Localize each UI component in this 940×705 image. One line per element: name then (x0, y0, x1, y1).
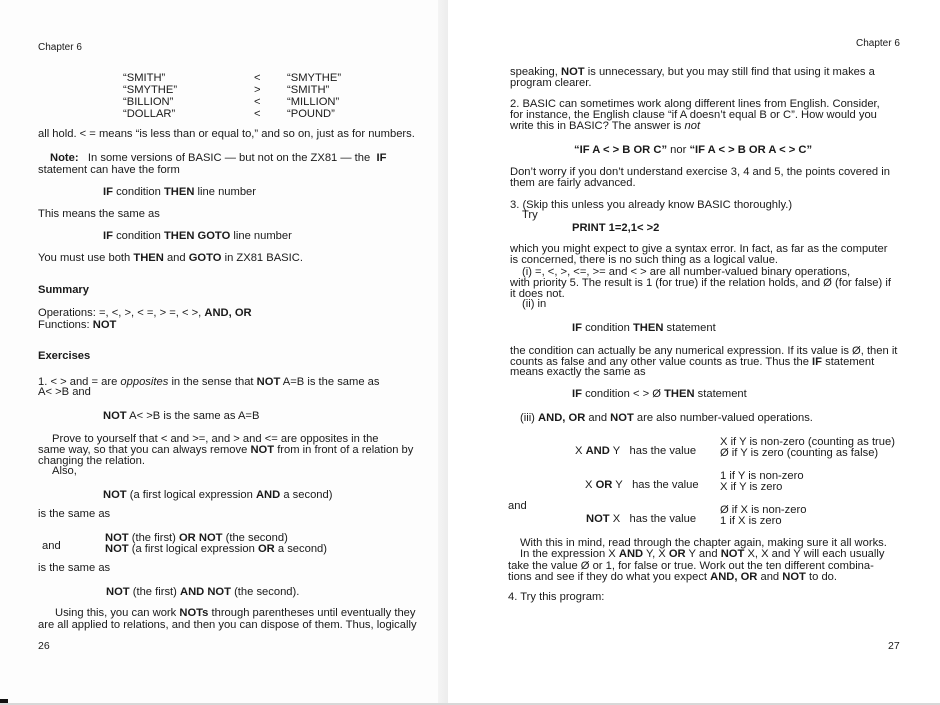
keyword-not: NOT (92, 319, 117, 331)
keyword-and: AND (618, 548, 644, 560)
point-i-line-1: (i) =, <, >, <=, >= and < > are all number-valued binary operations, (522, 266, 851, 278)
cmp-op: < (254, 96, 261, 108)
text: (a first logical expression (129, 489, 253, 501)
keyword-nots: NOTs (179, 607, 209, 619)
has-value: has the value (629, 445, 697, 457)
dont-worry-line-2: them are fairly advanced. (510, 177, 636, 189)
point-i-line-3: it does not. (510, 288, 565, 300)
keyword-not: NOT (256, 376, 281, 388)
text: condition < > Ø (585, 388, 661, 400)
logic-line-3 (105, 543, 327, 555)
keyword-and-not: AND NOT (179, 586, 231, 598)
exercise-3-line-1: 3. (Skip this unless you already know BASIC thoroughly.) (510, 199, 793, 211)
text: Y (615, 479, 623, 491)
keyword-not: NOT (105, 543, 129, 555)
is-same-text: is the same as (38, 508, 111, 520)
keywords-and-or: AND, OR (538, 412, 586, 424)
italic-opposites: opposites (120, 376, 169, 388)
using-line-1 (55, 607, 415, 619)
text: are also number-valued operations. (636, 412, 813, 424)
text: condition (585, 322, 630, 334)
text: through parentheses until eventually they (211, 607, 416, 619)
chapter-header-right: Chapter 6 (856, 38, 900, 49)
text: A< >B is the same as A=B (129, 410, 260, 422)
text: X (585, 479, 593, 491)
text: A=B is the same as (282, 376, 380, 388)
text: from in front of a relation by (277, 444, 414, 456)
exercise-2-line-2: for instance, the English clause “if A doesn’t equal B or C”. How would you (510, 109, 877, 121)
keyword-and: AND (585, 445, 610, 457)
print-statement (572, 222, 659, 234)
text: write this in BASIC? The answer is (510, 120, 682, 132)
form-if-not-zero (572, 388, 747, 400)
text: and (760, 571, 780, 583)
text: Y, X (646, 548, 666, 560)
keyword-not: NOT (610, 412, 634, 424)
right-page (448, 0, 940, 705)
text: and (588, 412, 608, 424)
point-ii: (ii) in (522, 298, 547, 310)
text: X (575, 445, 583, 457)
keyword-if: IF (376, 152, 387, 164)
summary-heading: Summary (38, 284, 89, 296)
with-line-3: take the value Ø or 1, for false or true. Work out the ten different combina- (508, 560, 874, 572)
keyword-or-not: OR NOT (178, 532, 223, 544)
is-same-text: is the same as (38, 562, 111, 574)
value-line: 1 if Y is non-zero (720, 470, 804, 482)
exercise-4: 4. Try this program: (508, 591, 605, 603)
keyword-then: THEN (632, 322, 664, 334)
keyword-not: NOT (105, 532, 129, 544)
functions-line (38, 319, 116, 331)
keyword-goto: GOTO (188, 252, 222, 264)
text: (the first) (131, 532, 176, 544)
keyword-and: AND (255, 489, 281, 501)
keywords-and-or: AND, OR (204, 307, 252, 319)
keyword-not: NOT (586, 513, 610, 525)
logic-line-1 (103, 489, 332, 501)
keyword-print: PRINT (572, 222, 606, 234)
note-label: Note: (50, 152, 79, 164)
keywords-and-or: AND, OR (710, 571, 758, 583)
which-line-1: which you might expect to give a syntax error. In fact, as far as the computer (510, 243, 888, 255)
has-value: has the value (632, 479, 699, 491)
text: In the expression X (520, 548, 616, 560)
and-text: and (508, 500, 527, 512)
note-text: In some versions of BASIC — but not on the ZX81 — the (87, 152, 371, 164)
keyword-not: NOT (103, 489, 127, 501)
text: Y (612, 445, 621, 457)
keyword-not: NOT (782, 571, 806, 583)
text: 1. < > and = are (38, 376, 118, 388)
with-line-2 (520, 548, 884, 560)
text: Operations: =, <, >, < =, > =, < >, (38, 307, 202, 319)
using-line-2: are all applied to relations, and then you can dispose of them. Thus, logically (38, 619, 417, 631)
keyword-not: NOT (250, 444, 275, 456)
cmp-op: > (254, 84, 261, 96)
text: statement (697, 388, 747, 400)
form-text: condition (116, 186, 161, 198)
with-line-1: With this in mind, read through the chapter again, making sure it all works. (520, 537, 887, 549)
exercise-3-try: Try (522, 209, 538, 221)
keyword-if: IF (812, 356, 822, 368)
op-not-x (586, 513, 696, 525)
text: (the second) (225, 532, 288, 544)
keyword-or: OR (595, 479, 613, 491)
must-use-line (38, 252, 303, 264)
text: in the sense that (171, 376, 254, 388)
form-if-then (103, 186, 256, 198)
code-if-a: “IF A < > B OR C” (574, 144, 668, 156)
text: Y and (688, 548, 718, 560)
dont-worry-line-1: Don’t worry if you don’t understand exercise 3, 4 and 5, the points covered in (510, 166, 890, 178)
cmp-a: “SMYTHE” (123, 84, 178, 96)
keyword-not: NOT (561, 66, 585, 78)
cond-line-3: means exactly the same as (510, 366, 646, 378)
keyword-then: THEN (664, 388, 695, 400)
also-text: Also, (52, 465, 77, 477)
exercise-1-line-2: A< >B and (38, 386, 91, 398)
cmp-a: “BILLION” (123, 96, 174, 108)
cmp-op: < (254, 72, 261, 84)
all-hold-text: all hold. < = means “is less than or equal to,” and so on, just as for numbers. (38, 128, 415, 140)
means-same-text: This means the same as (38, 208, 160, 220)
text: Functions: (38, 319, 90, 331)
form-if-then-statement (572, 322, 716, 334)
value-line: 1 if X is zero (720, 515, 782, 527)
form-text: line number (197, 186, 257, 198)
with-line-4 (508, 571, 837, 583)
text: in ZX81 BASIC. (224, 252, 303, 264)
value-line: Ø if Y is zero (counting as false) (720, 447, 879, 459)
text: is unnecessary, but you may still find that using it makes a (587, 66, 875, 78)
keyword-or: OR (257, 543, 275, 555)
and-text: and (42, 540, 61, 552)
prove-line-1: Prove to yourself that < and >=, and > and <= are opposites in the (52, 433, 379, 445)
keyword-if: IF (103, 230, 113, 242)
value-line: X if Y is non-zero (counting as true) (720, 436, 895, 448)
text: a second) (283, 489, 333, 501)
text: and (166, 252, 186, 264)
text: statement (666, 322, 716, 334)
text: same way, so that you can always remove (38, 444, 248, 456)
logic-line-4 (106, 586, 299, 598)
text: speaking, (510, 66, 558, 78)
text: nor (670, 144, 687, 156)
text: (the first) (132, 586, 177, 598)
keyword-not: NOT (720, 548, 745, 560)
left-page (0, 0, 448, 705)
text: counts as false and any other value counts as true. Thus the (510, 356, 809, 368)
keyword-if: IF (572, 322, 582, 334)
keyword-then: THEN (133, 252, 164, 264)
exercise-2-line-1: 2. BASIC can sometimes work along different lines from English. Consider, (510, 98, 880, 110)
keyword-then-goto: THEN GOTO (163, 230, 231, 242)
text: X (612, 513, 621, 525)
cmp-b: “MILLION” (287, 96, 340, 108)
exercise-2-line-3 (510, 120, 700, 132)
prove-line-3: changing the relation. (38, 455, 145, 467)
text: (a first logical expression (131, 543, 255, 555)
note-text-2: statement can have the form (38, 164, 180, 176)
text: (the second). (234, 586, 300, 598)
chapter-header-left: Chapter 6 (38, 42, 82, 53)
text: You must use both (38, 252, 131, 264)
point-iii (520, 412, 813, 424)
note-line (50, 152, 386, 164)
keyword-then: THEN (163, 186, 195, 198)
text: to do. (809, 571, 837, 583)
keyword-not: NOT (103, 410, 127, 422)
op-x-or-y (585, 479, 699, 491)
speaking-line-2: program clearer. (510, 77, 592, 89)
text: (iii) (520, 412, 535, 424)
cmp-a: “SMITH” (123, 72, 166, 84)
form-text: line number (233, 230, 292, 242)
exercise-2-answer (574, 144, 812, 156)
text: X, X and Y will each usually (747, 548, 885, 560)
point-i-line-2: with priority 5. The result is 1 (for true) if the relation holds, and Ø (for false) if (510, 277, 891, 289)
cmp-op: < (254, 108, 261, 120)
exercises-heading: Exercises (38, 350, 91, 362)
keyword-if: IF (103, 186, 113, 198)
page-number-left: 26 (38, 640, 50, 652)
keyword-or: OR (668, 548, 686, 560)
op-x-and-y (575, 445, 696, 457)
form-text: condition (116, 230, 161, 242)
cmp-a: “DOLLAR” (123, 108, 176, 120)
text: tions and see if they do what you expect (508, 571, 708, 583)
cmp-b: “SMITH” (287, 84, 330, 96)
form-if-then-goto (103, 230, 292, 242)
page-number-right: 27 (888, 640, 900, 652)
value-line: Ø if X is non-zero (720, 504, 807, 516)
has-value: has the value (629, 513, 697, 525)
not-equivalence (103, 410, 259, 422)
text: Using this, you can work (55, 607, 177, 619)
cmp-b: “SMYTHE” (287, 72, 342, 84)
value-line: X if Y is zero (720, 481, 783, 493)
text: statement (825, 356, 875, 368)
keyword-if: IF (572, 388, 582, 400)
operations-line (38, 307, 252, 319)
print-code: 1=2,1< >2 (608, 222, 660, 234)
cmp-b: “POUND” (287, 108, 335, 120)
code-if-b: “IF A < > B OR A < > C” (689, 144, 813, 156)
italic-not: not (684, 120, 701, 132)
keyword-not: NOT (106, 586, 130, 598)
which-line-2: is concerned, there is no such thing as a logical value. (510, 254, 779, 266)
text: a second) (277, 543, 327, 555)
cond-line-1: the condition can actually be any numerical expression. If its value is Ø, then it (510, 345, 898, 357)
